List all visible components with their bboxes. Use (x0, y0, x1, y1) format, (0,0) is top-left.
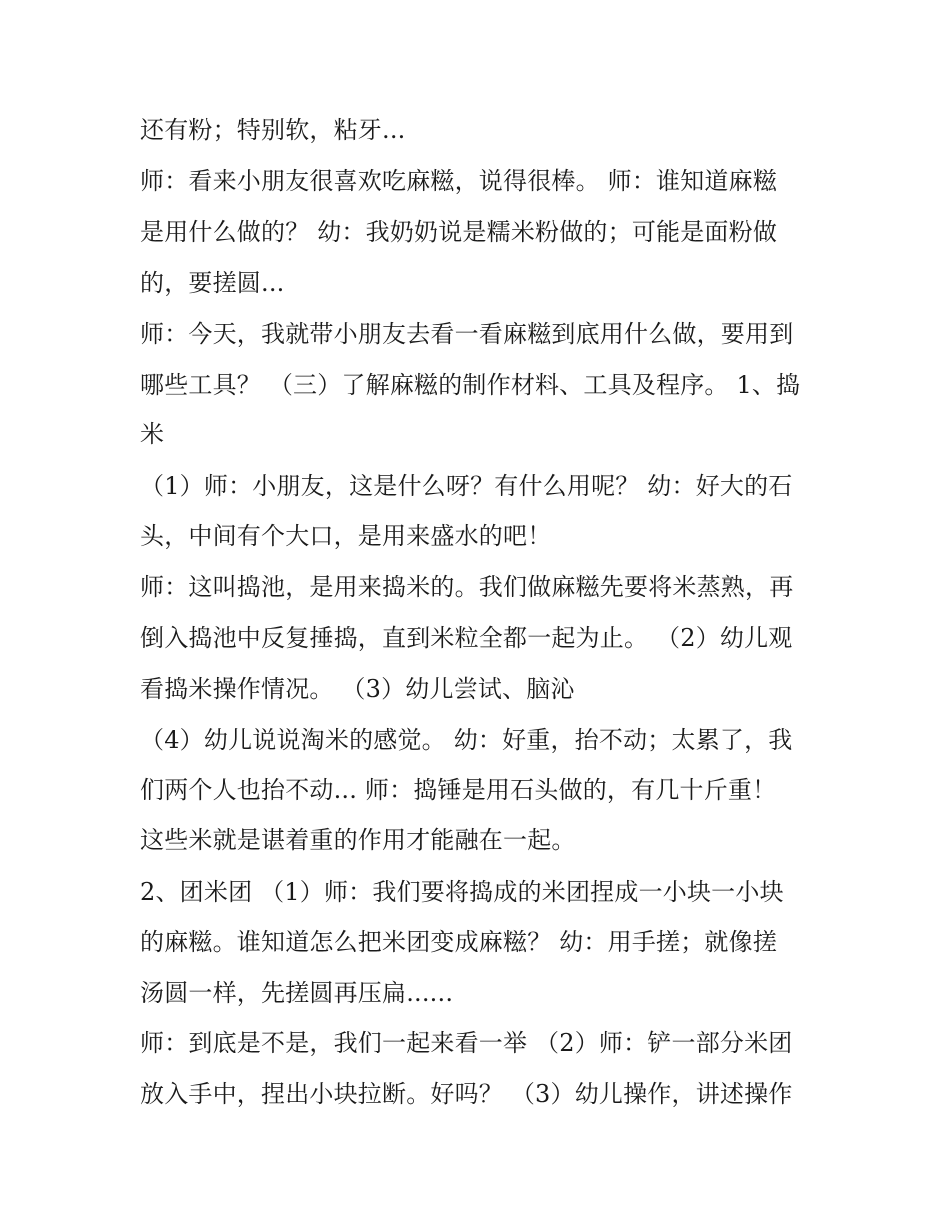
text-line-3: 是用什么做的？ 幼：我奶奶说是糯米粉做的；可能是面粉做 (140, 218, 778, 246)
text-line-10: 师：这叫捣池，是用来捣米的。我们做麻糍先要将米蒸熟，再 (140, 573, 794, 601)
text-line-20: 放入手中，捏出小块拉断。好吗？ （3）幼儿操作，讲述操作 (140, 1080, 793, 1108)
text-line-1: 还有粉；特别软，粘牙... (140, 116, 406, 144)
text-line-17: 的麻糍。谁知道怎么把米团变成麻糍？ 幼：用手搓；就像搓 (140, 928, 778, 956)
text-line-4: 的，要搓圆... (140, 269, 285, 297)
text-line-18: 汤圆一样，先搓圆再压扁...... (140, 979, 454, 1007)
text-line-8: （1）师：小朋友，这是什么呀？有什么用呢？ 幼：好大的石 (140, 472, 793, 500)
text-line-15: 这些米就是谌着重的作用才能融在一起。 (140, 826, 576, 854)
text-line-19: 师：到底是不是，我们一起来看一举 （2）师：铲一部分米团 (140, 1029, 793, 1057)
text-line-5: 师：今天，我就带小朋友去看一看麻糍到底用什么做，要用到 (140, 320, 794, 348)
text-line-11: 倒入捣池中反复捶捣，直到米粒全都一起为止。 （2）幼儿观 (140, 624, 793, 652)
text-line-7: 米 (140, 420, 165, 448)
text-line-12: 看捣米操作情况。 （3）幼儿尝试、脑沁 (140, 675, 575, 703)
text-line-13: （4）幼儿说说淘米的感觉。 幼：好重，抬不动；太累了，我 (140, 726, 793, 754)
text-line-9: 头，中间有个大口，是用来盛水的吧！ (140, 522, 552, 550)
text-line-6: 哪些工具？ （三）了解麻糍的制作材料、工具及程序。 1、捣 (140, 371, 801, 399)
text-line-16: 2、团米团 （1）师：我们要将捣成的米团捏成一小块一小块 (140, 878, 784, 906)
text-line-2: 师：看来小朋友很喜欢吃麻糍，说得很棒。 师：谁知道麻糍 (140, 167, 778, 195)
text-line-14: 们两个人也抬不动... 师：捣锤是用石头做的，有几十斤重！ (140, 776, 777, 804)
